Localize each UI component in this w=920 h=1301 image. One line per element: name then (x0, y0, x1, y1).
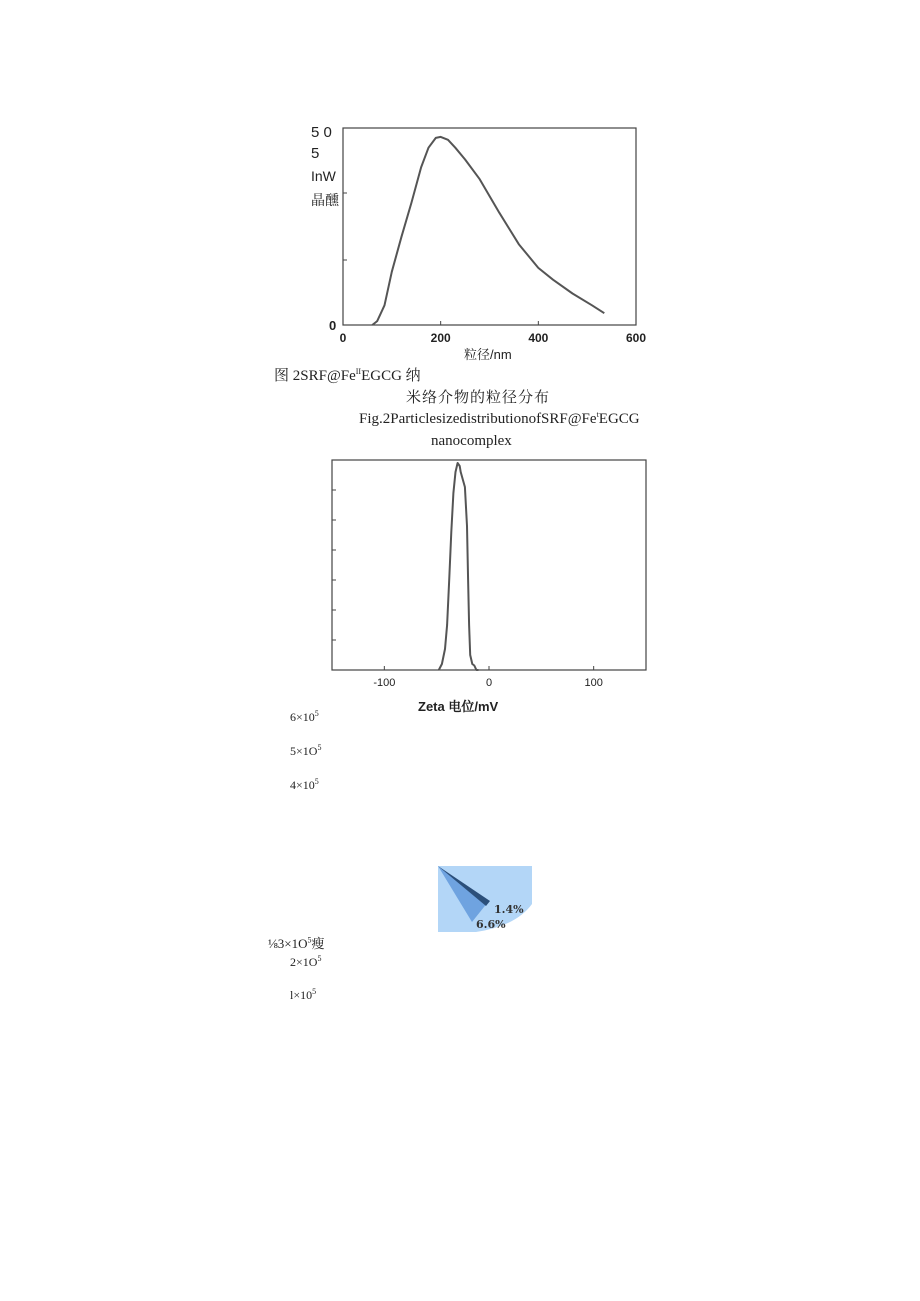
fig3-y-value-3-exp: 5 (314, 777, 319, 786)
fig3-y-value-1 (290, 709, 319, 725)
fig2-caption-cn-tail: EGCG 纳 (361, 368, 421, 384)
fig2-caption-en-sup: t (596, 410, 599, 419)
fig2-caption-cn-line2: 米络介物的粒径分布 (406, 390, 551, 406)
fig3-y-value-5 (290, 954, 321, 970)
fig2-x-tick-label-200: 200 (430, 331, 451, 345)
fig3-y-value-6-exp: 5 (312, 987, 317, 996)
fig2-x-tick-label-400: 400 (528, 331, 549, 345)
fig3-x-tick-label--100: -100 (373, 677, 396, 689)
fig2-y-label-2: 5 (311, 145, 320, 162)
fig3-y-value-4-tail: 瘦 (311, 936, 325, 951)
fig2-y-label-4: 晶醺 (311, 192, 339, 208)
fig3-y-value-2-exp: 5 (317, 743, 322, 752)
fig3-x-axis-label (418, 696, 498, 715)
fig3-plot-frame (332, 460, 646, 670)
fig2-caption-cn-text: 图 2SRF@Fe (274, 368, 356, 384)
fig3-x-tick-label-100: 100 (584, 677, 603, 689)
fig3-x-axis-label-text: Zeta 电位/mV (418, 699, 499, 714)
fig3-y-value-4-exp: 5 (307, 935, 312, 945)
fig3-y-value-3-text: 4×10 (290, 778, 315, 792)
fig2-y-label-3: InW (311, 168, 336, 184)
fig3-zeta-line (439, 463, 479, 670)
pie-label-6-6: 6.6% (476, 918, 506, 931)
particle-size-chart (320, 120, 660, 350)
fig3-y-value-4 (268, 933, 325, 952)
fig3-y-value-6 (290, 987, 316, 1003)
fig3-y-value-5-text: 2×1O (290, 955, 318, 969)
fig2-y-zero-label: 0 (329, 318, 337, 333)
fig2-caption-en-line2: nanocomplex (431, 433, 512, 449)
fig3-y-value-1-text: 6×10 (290, 710, 315, 724)
fig3-x-tick-label-0: 0 (485, 677, 493, 689)
fig2-y-label-1: 5 0 (311, 124, 332, 141)
fig3-y-value-6-text: l×10 (290, 988, 313, 1002)
fig2-x-tick-label-600: 600 (625, 331, 647, 345)
fig2-distribution-line (372, 137, 604, 325)
fig2-caption-en-text: Fig.2ParticlesizedistributionofSRF@Fe (359, 411, 597, 427)
fig3-y-value-3 (290, 777, 319, 793)
fig2-x-axis-label: 粒径/nm (464, 347, 512, 362)
fig2-caption-en-line1 (359, 410, 640, 428)
fig2-caption-en-tail: EGCG (598, 411, 640, 427)
fig3-y-value-2-text: 5×1O (290, 744, 318, 758)
fig2-x-tick-label-0: 0 (339, 331, 347, 345)
fig2-caption-cn-sup: II (355, 367, 362, 376)
fig3-y-value-1-exp: 5 (314, 709, 319, 718)
fig3-y-value-5-exp: 5 (317, 954, 322, 963)
pie-chart-fragment (436, 864, 536, 936)
fig2-caption-cn-line1 (274, 364, 421, 385)
fig3-y-value-2 (290, 743, 321, 759)
fig3-y-value-4-text: ⅛3×1O (268, 936, 308, 951)
pie-label-1-4: 1.4% (494, 903, 524, 916)
zeta-potential-chart (320, 455, 660, 695)
